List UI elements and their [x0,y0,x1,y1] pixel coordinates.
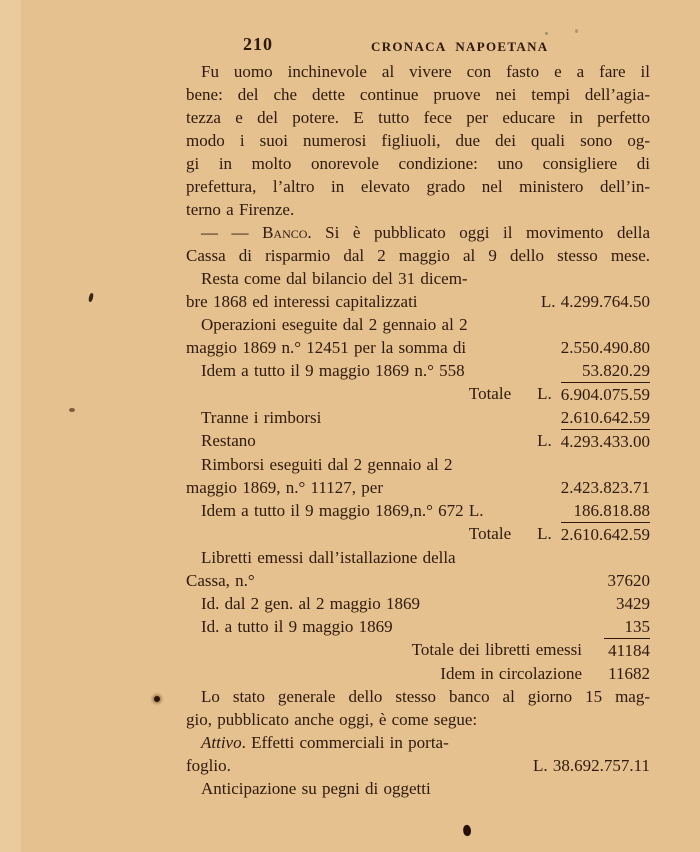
paragraph-line: Operazioni eseguite dal 2 gennaio al 2 [201,315,468,334]
total-row [186,382,650,406]
ink-speck [575,29,578,33]
ledger-amount: L. 38.692.757.11 [532,756,650,775]
ledger-amount: 2.610.642.59 [560,408,650,427]
ink-speck [88,293,94,303]
ink-speck [69,408,75,412]
paragraph-line: modo i suoi numerosi figliuoli, due dei quali sono og- [186,131,650,150]
ledger-amount: 4.293.433.00 [561,429,650,453]
total-amount: 41184 [604,638,650,662]
total-label: Totale dei libretti emessi [411,640,582,659]
currency-mark: L. [537,431,552,450]
paragraph-line [186,221,650,244]
paragraph-line: terno a Firenze. [186,200,295,219]
paragraph-line: Libretti emessi dall’istallazione della [201,548,456,567]
ledger-label: foglio. [186,756,231,775]
total-amount: 6.904.075.59 [561,382,650,406]
paragraph-line: tezza e del potere. E tutto fece per educare in perfetto [186,108,650,127]
total-row [186,522,650,546]
total-label: Idem in circolazione [440,664,582,683]
ledger-row [186,406,650,429]
ledger-row [186,359,650,382]
ledger-row [186,754,650,777]
ledger-amount: 2.550.490.80 [560,338,650,357]
paragraph-line: Anticipazione su pegni di oggetti [201,779,431,798]
paragraph-line: prefettura, l’altro in elevato grado nel ministero dell’in- [186,177,650,196]
text-block [186,60,650,800]
ledger-amount: 3429 [616,594,650,613]
total-row [186,662,650,685]
ink-speck [154,696,160,702]
paragraph-line [186,731,650,754]
paragraph-line: Cassa di risparmio dal 2 maggio al 9 dello stesso mese. [186,246,650,265]
ledger-amount: 53.820.29 [582,361,650,380]
currency-mark: L. [537,524,552,543]
italic-word: Attivo [201,733,242,752]
ledger-label: Cassa, n.° [186,571,255,590]
ledger-label: Id. dal 2 gen. al 2 maggio 1869 [201,594,420,613]
ledger-amount: 135 [624,617,650,636]
running-title: CRONACA NAPOETANA [371,39,549,54]
total-label: Totale [468,384,512,403]
ledger-amount: 37620 [607,571,650,590]
ledger-amount: 186.818.88 [573,501,650,520]
ledger-label: maggio 1869, n.° 11127, per [186,478,383,497]
line-rest: . Effetti commerciali in porta- [241,733,449,752]
ledger-label: Tranne i rimborsi [201,408,322,427]
page-number: 210 [243,34,273,54]
ink-speck [461,824,472,837]
paragraph-line: gio, pubblicato anche oggi, è come segue: [186,710,478,729]
smallcaps-word: Banco [262,223,308,242]
total-amount: 2.610.642.59 [561,522,650,546]
ledger-row [186,569,650,592]
paragraph-line: bene: del che dette continue pruove nei tempi dell’agia- [186,85,650,104]
ledger-amount: 2.423.823.71 [560,478,650,497]
ink-speck [545,32,548,35]
ledger-amount: L. 4.299.764.50 [540,292,650,311]
page-edge [0,0,21,852]
ledger-row [186,615,650,638]
ledger-label: Idem a tutto il 9 maggio 1869,n.° 672 L. [201,501,484,520]
ledger-label: Idem a tutto il 9 maggio 1869 n.° 558 [201,361,465,380]
paragraph-line: Rimborsi eseguiti dal 2 gennaio al 2 [201,455,453,474]
dash-lead: — — [201,223,249,242]
ledger-label: maggio 1869 n.° 12451 per la somma di [186,338,467,357]
ledger-row [186,429,650,453]
paragraph-line: gi in molto onorevole condizione: uno consigliere di [186,154,650,173]
ledger-row [186,336,650,359]
ledger-label: Id. a tutto il 9 maggio 1869 [201,617,393,636]
line-rest: . Si è pubblicato oggi il movimento della [307,223,650,242]
ledger-label: bre 1868 ed interessi capitalizzati [186,292,418,311]
ledger-row [186,476,650,499]
ledger-row [186,499,650,522]
ledger-row [186,592,650,615]
paragraph-line: Fu uomo inchinevole al vivere con fasto e a fare il [201,62,650,81]
ledger-label: Restano [201,431,256,450]
total-row [186,638,650,662]
currency-mark: L. [537,384,552,403]
total-amount: 11682 [608,664,650,683]
total-label: Totale [468,524,512,543]
paragraph-line: Resta come dal bilancio del 31 dicem- [201,269,468,288]
paragraph-line: Lo stato generale dello stesso banco al giorno 15 mag- [201,687,650,706]
ledger-row [186,290,650,313]
